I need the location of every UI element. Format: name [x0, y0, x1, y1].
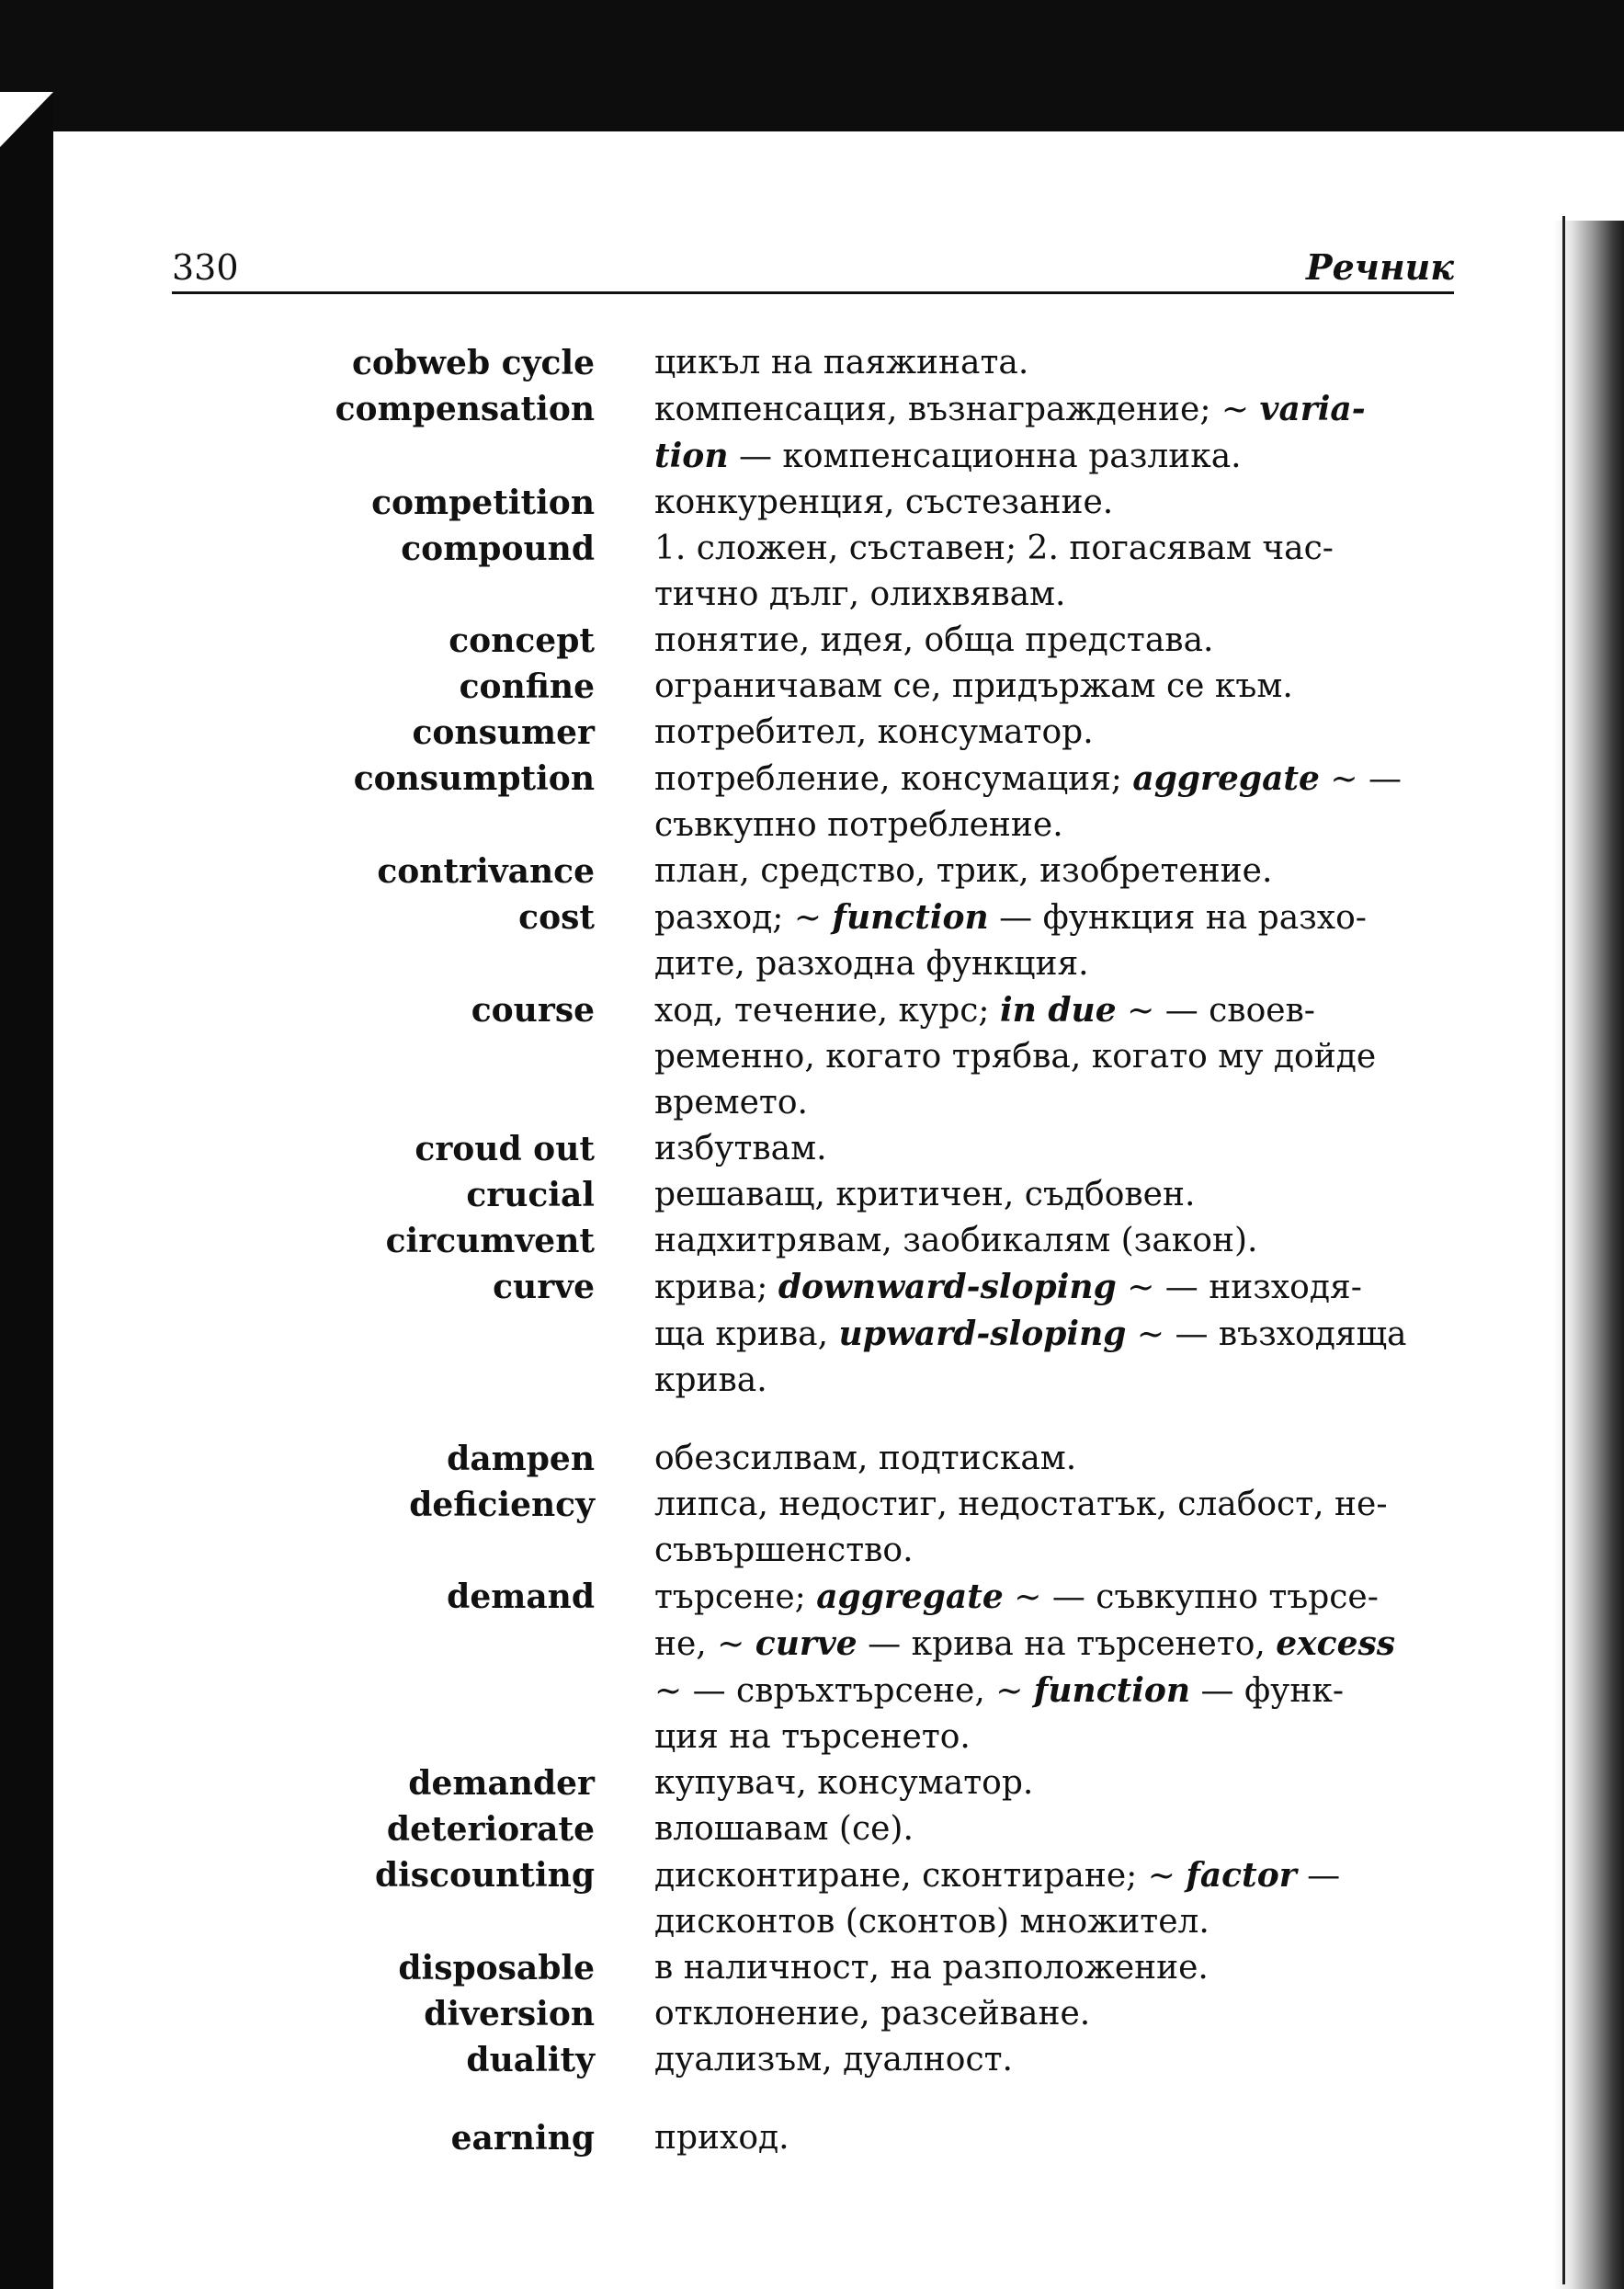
definition-text: отклонение, разсейване. [654, 1995, 1091, 2033]
glossary-entry [172, 756, 1454, 848]
definition-text: потребител, консуматор. [654, 713, 1094, 751]
definition-text: ~ — своев- [1116, 992, 1315, 1030]
entry-definition [654, 1218, 1454, 1264]
definition-text: в наличност, на разположение. [654, 1949, 1209, 1987]
entry-term: compensation [335, 390, 595, 428]
entry-term: duality [466, 2041, 595, 2079]
entry-definition [654, 526, 1454, 618]
definition-text: ход, течение, курс; [654, 992, 1000, 1030]
definition-text: ~ — [1319, 760, 1403, 798]
definition-line [654, 1358, 1454, 1404]
entry-term: diversion [424, 1995, 595, 2033]
glossary-entry [172, 1945, 1454, 1991]
entry-definition [654, 1264, 1454, 1404]
entry-term: competition [371, 484, 595, 522]
definition-text: не, ~ [654, 1625, 755, 1663]
glossary-entry [172, 710, 1454, 756]
scan-left-corner [0, 92, 53, 147]
definition-line [654, 664, 1454, 710]
definition-line [654, 433, 1454, 480]
entry-definition [654, 1945, 1454, 1991]
definition-text: план, средство, трик, изобретение. [654, 852, 1273, 890]
entry-definition [654, 618, 1454, 664]
glossary-entry [172, 848, 1454, 894]
entry-definition [654, 1760, 1454, 1806]
glossary-entry [172, 386, 1454, 480]
scan-left-border [0, 92, 53, 2289]
entry-definition [654, 1806, 1454, 1852]
entry-term: deficiency [409, 1486, 595, 1524]
definition-phrase-emphasis: varia- [1259, 390, 1366, 428]
entry-definition [654, 480, 1454, 526]
definition-text: разход; ~ [654, 899, 833, 937]
page-number: 330 [172, 247, 239, 288]
definition-text: ~ — съвкупно търсе- [1003, 1578, 1379, 1616]
glossary-entries [172, 340, 1454, 2161]
entry-definition [654, 1436, 1454, 1482]
definition-text: цикъл на паяжината. [654, 344, 1029, 382]
definition-line [654, 894, 1454, 941]
glossary-entry [172, 1806, 1454, 1852]
entry-definition [654, 1172, 1454, 1218]
entry-term: croud out [415, 1130, 595, 1168]
entry-definition [654, 386, 1454, 480]
entry-term: discounting [374, 1856, 595, 1895]
running-head: Речник [1306, 246, 1454, 288]
definition-text: — крива на търсенето, [857, 1625, 1277, 1663]
definition-text: липса, недостиг, недостатък, слабост, не- [654, 1486, 1388, 1523]
definition-text: понятие, идея, обща представа. [654, 621, 1214, 659]
definition-phrase-emphasis: aggregate [816, 1577, 1004, 1616]
definition-line [654, 2115, 1454, 2161]
definition-line [654, 803, 1454, 848]
scan-right-edge-line [1562, 216, 1565, 2284]
definition-line [654, 1621, 1454, 1668]
glossary-entry [172, 2037, 1454, 2083]
definition-line [654, 526, 1454, 572]
definition-line [654, 1806, 1454, 1852]
entry-term: cost [518, 898, 595, 937]
definition-text: тично дълг, олихвявам. [654, 575, 1066, 613]
definition-text: — функ- [1190, 1672, 1345, 1710]
definition-phrase-emphasis: in due [1000, 991, 1117, 1030]
glossary-entry [172, 1574, 1454, 1760]
glossary-entry [172, 480, 1454, 526]
definition-line [654, 1714, 1454, 1760]
glossary-entry [172, 618, 1454, 664]
definition-text: обезсилвам, подтискам. [654, 1440, 1077, 1477]
definition-text: потребление, консумация; [654, 760, 1133, 798]
glossary-entry [172, 2115, 1454, 2161]
definition-line [654, 941, 1454, 987]
definition-line [654, 1760, 1454, 1806]
definition-line [654, 572, 1454, 618]
definition-line [654, 848, 1454, 894]
definition-line [654, 480, 1454, 526]
definition-phrase-emphasis: function [1033, 1671, 1191, 1710]
entry-term: cobweb cycle [351, 344, 595, 382]
definition-text: компенсация, възнаграждение; ~ [654, 391, 1260, 428]
entry-term: concept [449, 621, 595, 660]
definition-text: ременно, когато трябва, когато му дойде [654, 1038, 1377, 1076]
definition-phrase-emphasis: curve [755, 1624, 857, 1663]
entry-definition [654, 2037, 1454, 2083]
glossary-entry [172, 664, 1454, 710]
entry-definition [654, 756, 1454, 848]
definition-phrase-emphasis: factor [1186, 1856, 1297, 1895]
definition-text: — компенсационна разлика. [728, 438, 1242, 475]
entry-term: consumer [412, 713, 595, 752]
definition-text: съвършенство. [654, 1532, 914, 1569]
definition-text: съвкупно потребление. [654, 806, 1063, 844]
definition-line [654, 1311, 1454, 1358]
entry-definition [654, 340, 1454, 386]
definition-text: конкуренция, състезание. [654, 484, 1114, 521]
glossary-entry [172, 1218, 1454, 1264]
glossary-entry [172, 987, 1454, 1126]
entry-term: confine [459, 667, 595, 706]
glossary-entry [172, 1760, 1454, 1806]
definition-phrase-emphasis: excess [1276, 1624, 1396, 1663]
definition-text: крива; [654, 1269, 778, 1306]
entry-definition [654, 987, 1454, 1126]
definition-line [654, 1218, 1454, 1264]
definition-text: надхитрявам, заобикалям (закон). [654, 1222, 1258, 1259]
definition-text: — функция на разхо- [988, 899, 1367, 937]
definition-line [654, 1482, 1454, 1528]
definition-line [654, 340, 1454, 386]
glossary-entry [172, 1264, 1454, 1404]
entry-definition [654, 664, 1454, 710]
definition-phrase-emphasis: downward-sloping [778, 1268, 1117, 1306]
entry-term: earning [450, 2119, 595, 2158]
definition-text: времето. [654, 1084, 808, 1122]
entry-definition [654, 1126, 1454, 1172]
definition-text: приход. [654, 2119, 789, 2157]
definition-text: ~ — възходяща [1126, 1315, 1407, 1353]
definition-text: ограничавам се, придържам се към. [654, 667, 1293, 705]
definition-phrase-emphasis: aggregate [1132, 759, 1320, 798]
definition-line [654, 1080, 1454, 1126]
definition-text: ща крива, [654, 1315, 839, 1353]
entry-term: crucial [466, 1176, 595, 1214]
entry-definition [654, 1482, 1454, 1574]
definition-line [654, 1436, 1454, 1482]
entry-definition [654, 894, 1454, 987]
entry-term: course [471, 991, 595, 1030]
definition-phrase-emphasis: upward-sloping [838, 1315, 1127, 1353]
definition-text: дите, разходна функция. [654, 945, 1089, 983]
entry-term: consumption [353, 759, 595, 798]
entry-definition [654, 1574, 1454, 1760]
definition-line [654, 756, 1454, 803]
page-header [172, 244, 1454, 294]
entry-term: circumvent [385, 1222, 595, 1260]
entry-term: compound [401, 530, 595, 568]
definition-line [654, 386, 1454, 433]
definition-line [654, 710, 1454, 756]
definition-text: дисконтиране, сконтиране; ~ [654, 1857, 1187, 1895]
definition-text: ~ — низходя- [1116, 1269, 1362, 1306]
glossary-entry [172, 526, 1454, 618]
entry-term: dampen [447, 1440, 595, 1478]
entry-definition [654, 2115, 1454, 2161]
entry-term: demander [408, 1764, 595, 1803]
entry-term: disposable [398, 1949, 595, 1987]
definition-line [654, 1668, 1454, 1714]
definition-line [654, 1574, 1454, 1621]
glossary-entry [172, 1852, 1454, 1945]
entry-term: deteriorate [386, 1810, 595, 1849]
definition-text: ция на търсенето. [654, 1718, 971, 1756]
entry-term: demand [447, 1577, 595, 1616]
entry-definition [654, 1852, 1454, 1945]
definition-line [654, 1852, 1454, 1899]
definition-text: 1. сложен, съставен; 2. погасявам час- [654, 530, 1334, 567]
definition-text: купувач, консуматор. [654, 1764, 1034, 1802]
definition-line [654, 1945, 1454, 1991]
definition-phrase-emphasis: function [832, 898, 989, 937]
definition-text: — [1296, 1857, 1341, 1895]
glossary-entry [172, 1126, 1454, 1172]
glossary-entry [172, 894, 1454, 987]
glossary-entry [172, 1991, 1454, 2037]
definition-line [654, 618, 1454, 664]
definition-phrase-emphasis: tion [654, 437, 729, 475]
definition-line [654, 1264, 1454, 1311]
glossary-entry [172, 1482, 1454, 1574]
definition-line [654, 987, 1454, 1034]
entry-term: curve [493, 1268, 595, 1306]
scan-top-border [0, 0, 1624, 131]
glossary-entry [172, 1436, 1454, 1482]
definition-text: търсене; [654, 1578, 817, 1616]
definition-line [654, 1899, 1454, 1945]
scan-top-border-notch [1457, 0, 1624, 81]
glossary-entry [172, 340, 1454, 386]
definition-text: решаващ, критичен, съдбовен. [654, 1176, 1196, 1213]
definition-text: избутвам. [654, 1130, 827, 1167]
glossary-entry [172, 1172, 1454, 1218]
definition-line [654, 1991, 1454, 2037]
definition-line [654, 2037, 1454, 2083]
definition-line [654, 1528, 1454, 1574]
entry-definition [654, 1991, 1454, 2037]
entry-definition [654, 848, 1454, 894]
definition-text: дуализъм, дуалност. [654, 2041, 1013, 2078]
definition-text: ~ — свръхтърсене, ~ [654, 1672, 1034, 1710]
definition-line [654, 1172, 1454, 1218]
definition-line [654, 1034, 1454, 1080]
definition-text: крива. [654, 1361, 767, 1399]
definition-text: влошавам (се). [654, 1810, 914, 1848]
entry-definition [654, 710, 1454, 756]
entry-term: contrivance [377, 852, 595, 891]
definition-text: дисконтов (сконтов) множител. [654, 1903, 1209, 1941]
definition-line [654, 1126, 1454, 1172]
